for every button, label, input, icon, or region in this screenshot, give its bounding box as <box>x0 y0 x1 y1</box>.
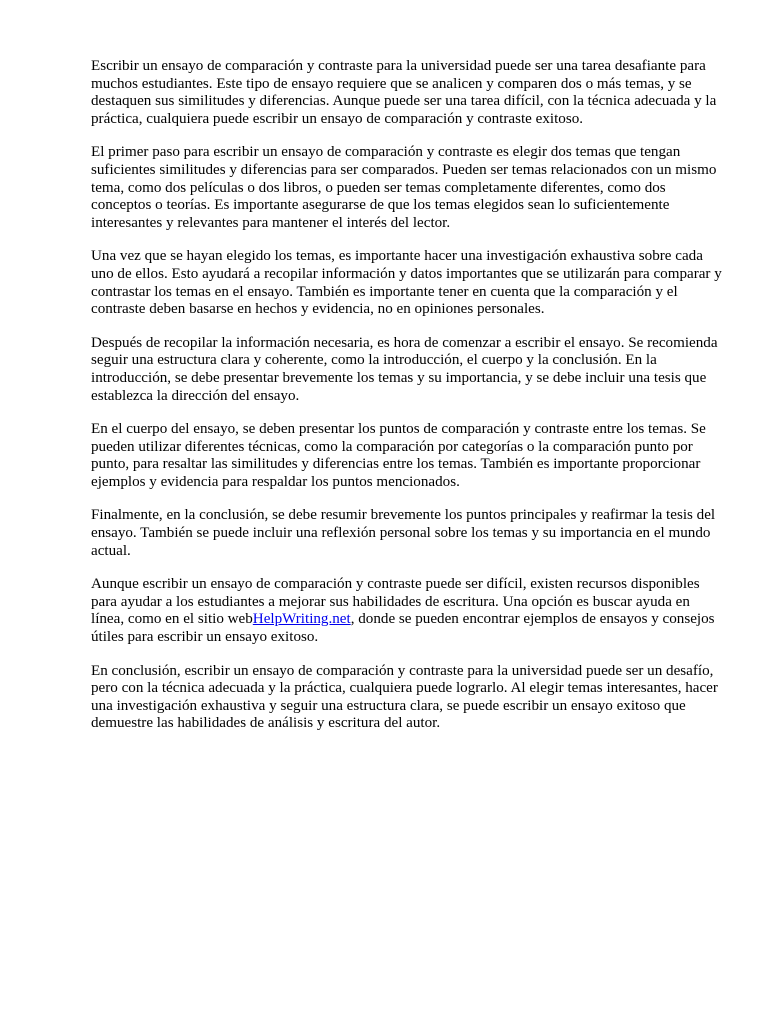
paragraph-research: Una vez que se hayan elegido los temas, es importante hacer una investigación exhaustiva sobre cada uno de ellos. Esto ayudará a recopilar información y datos importantes que se utilizarán para comparar y contrastar los temas en el ensayo. También es importante tener en cuenta que la comparación y el contraste deben basarse en hechos y evidencia, no en opiniones personales. <box>91 248 722 318</box>
paragraph-conclusion-section: Finalmente, en la conclusión, se debe resumir brevemente los puntos principales y reafirmar la tesis del ensayo. También se puede incluir una reflexión personal sobre los temas y su importancia en el mundo actual. <box>91 507 716 559</box>
resources-text-before: Aunque escribir un ensayo de comparación y contraste puede ser difícil, existen recursos disponibles para ayudar a los estudiantes a mejorar sus habilidades de escritura. Una opción es buscar ayuda en línea, como en el sitio web <box>91 576 700 628</box>
paragraph-closing: En conclusión, escribir un ensayo de comparación y contraste para la universidad puede ser un desafío, pero con la técnica adecuada y la práctica, cualquiera puede lograrlo. Al elegir temas interesantes, hacer una investigación exhaustiva y seguir una estructura clara, se puede escribir un ensayo exitoso que demuestre las habilidades de análisis y escritura del autor. <box>91 662 718 732</box>
paragraph-body: En el cuerpo del ensayo, se deben presentar los puntos de comparación y contraste entre los temas. Se pueden utilizar diferentes técnicas, como la comparación por categorías o la comparación punto por punto, para resaltar las similitudes y diferencias entre los temas. También es importante proporcionar ejemplos y evidencia para respaldar los puntos mencionados. <box>91 421 706 490</box>
resources-text-after: , donde se pueden encontrar ejemplos de ensayos y consejos útiles para escribir un ensayo exitoso. <box>91 611 715 646</box>
paragraph-intro: Escribir un ensayo de comparación y contraste para la universidad puede ser una tarea desafiante para muchos estudiantes. Este tipo de ensayo requiere que se analicen y comparen dos o más temas, y se destaquen sus similitudes y diferencias. Aunque puede ser una tarea difícil, con la técnica adecuada y la práctica, cualquiera puede escribir un ensayo de comparación y contraste exitoso. <box>91 58 717 127</box>
paragraph-resources <box>91 576 723 646</box>
paragraph-choosing-topics: El primer paso para escribir un ensayo de comparación y contraste es elegir dos temas que tengan suficientes similitudes y diferencias para ser comparados. Pueden ser temas relacionados con un mismo tema, como dos películas o dos libros, o pueden ser temas completamente diferentes, como dos conceptos o teorías. Es importante asegurarse de que los temas elegidos sean lo suficientemente interesantes y relevantes para mantener el interés del lector. <box>91 144 717 231</box>
document-page <box>91 58 723 749</box>
paragraph-structure: Después de recopilar la información necesaria, es hora de comenzar a escribir el ensayo. Se recomienda seguir una estructura clara y coherente, como la introducción, el cuerpo y la conclusión. En la introducción, se debe presentar brevemente los temas y su importancia, y se debe incluir una tesis que establezca la dirección del ensayo. <box>91 334 718 404</box>
helpwriting-link[interactable]: HelpWriting.net <box>252 611 351 628</box>
